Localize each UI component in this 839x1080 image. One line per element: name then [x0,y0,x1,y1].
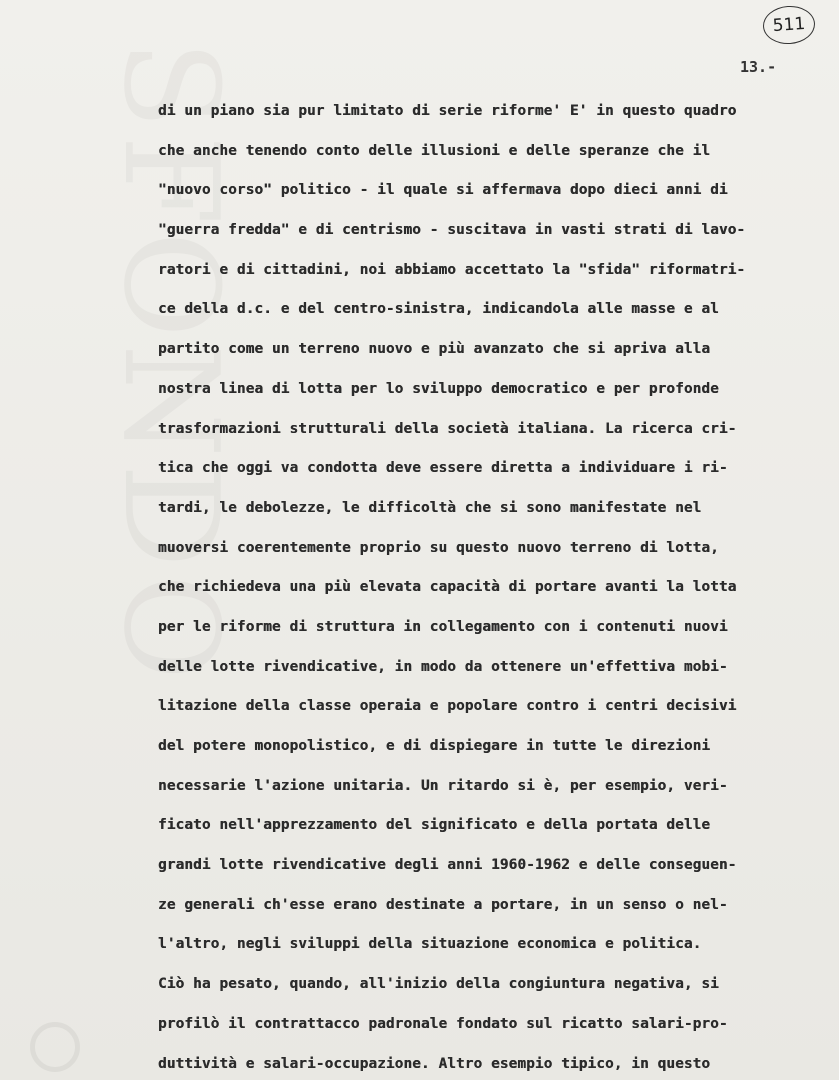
text-line: grandi lotte rivendicative degli anni 1960-1962 e delle conseguen- [158,857,737,874]
text-line: profilò il contrattacco padronale fondato sul ricatto salari-pro- [158,1015,728,1032]
typewritten-text [158,92,828,1080]
text-line: tardi, le debolezze, le difficoltà che si sono manifestate nel [158,499,702,516]
text-line: che anche tenendo conto delle illusioni e delle speranze che il [158,142,711,159]
text-line: che richiedeva una più elevata capacità di portare avanti la lotta [158,579,737,596]
text-line: trasformazioni strutturali della società italiana. La ricerca cri- [158,420,737,437]
text-line: Ciò ha pesato, quando, all'inizio della congiuntura negativa, si [158,976,719,993]
text-line: ce della d.c. e del centro-sinistra, indicandola alle masse e al [158,301,719,318]
text-line: ze generali ch'esse erano destinate a portare, in un senso o nel- [158,896,728,913]
text-line: partito come un terreno nuovo e più avanzato che si apriva alla [158,341,711,358]
text-line: duttività e salari-occupazione. Altro esempio tipico, in questo [158,1055,711,1072]
text-line: nostra linea di lotta per lo sviluppo democratico e per profonde [158,380,719,397]
foundation-logo-icon [30,1022,80,1072]
text-line: tica che oggi va condotta deve essere diretta a individuare i ri- [158,460,728,477]
archive-stamp: 511 [762,4,817,46]
text-line: litazione della classe operaia e popolare contro i centri decisivi [158,698,737,715]
text-line: muoversi coerentemente proprio su questo nuovo terreno di lotta, [158,539,719,556]
text-line: di un piano sia pur limitato di serie riforme' E' in questo quadro [158,103,737,119]
text-line: necessarie l'azione unitaria. Un ritardo si è, per esempio, veri- [158,777,728,794]
text-line: delle lotte rivendicative, in modo da ottenere un'effettiva mobi- [158,658,728,675]
page-number: 13.- [740,58,777,76]
text-line: l'altro, negli sviluppi della situazione economica e politica. [158,936,702,953]
text-line: ratori e di cittadini, noi abbiamo accettato la "sfida" riformatri- [158,261,746,278]
text-line: per le riforme di struttura in collegamento con i contenuti nuovi [158,618,728,635]
text-line: "guerra fredda" e di centrismo - suscitava in vasti strati di lavo- [158,222,746,239]
text-line: "nuovo corso" politico - il quale si affermava dopo dieci anni di [158,182,728,199]
text-line: del potere monopolistico, e di dispiegare in tutte le direzioni [158,738,711,754]
text-line: ficato nell'apprezzamento del significato e della portata delle [158,817,711,834]
